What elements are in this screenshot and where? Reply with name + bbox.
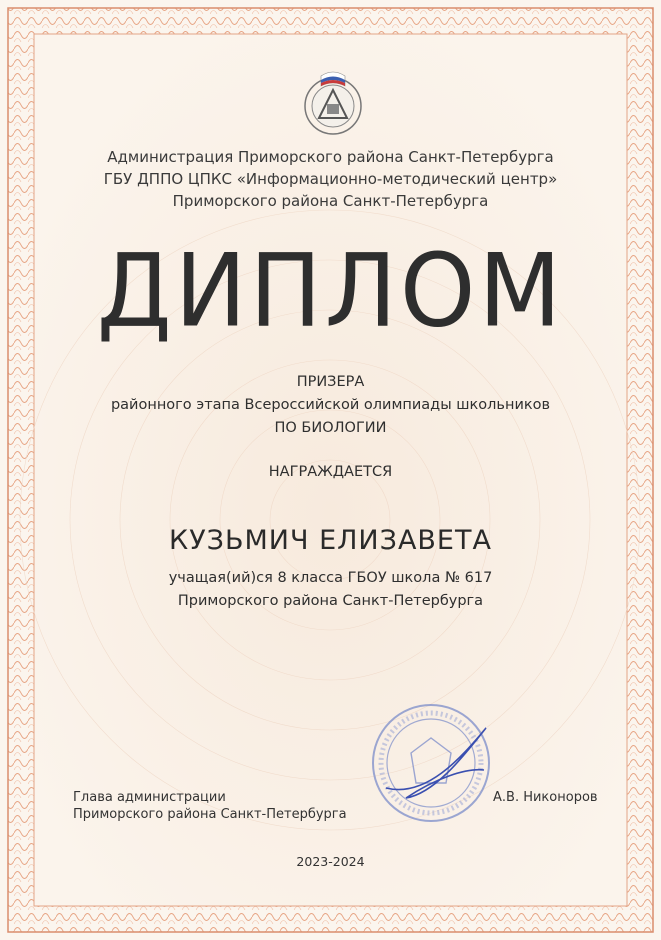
- diploma-title: ДИПЛОМ: [96, 232, 565, 350]
- official-stamp-icon: [366, 698, 496, 828]
- award-rank: ПРИЗЕРА: [296, 374, 365, 390]
- recipient-school: учащая(ий)ся 8 класса ГБОУ школа № 617: [168, 570, 493, 586]
- recipient-district: Приморского района Санкт-Петербурга: [177, 593, 484, 609]
- signatory-name: А.В. Никоноров: [493, 790, 598, 805]
- olympiad-emblem-icon: [291, 66, 375, 138]
- organization-line-3: Приморского района Санкт-Петербурга: [172, 192, 489, 210]
- organization-line-1: Администрация Приморского района Санкт-Петербурга: [107, 148, 554, 166]
- award-event: районного этапа Всероссийской олимпиады школьников: [110, 397, 551, 413]
- signatory-role-1: Глава администрации: [73, 790, 226, 805]
- awarded-label: НАГРАЖДАЕТСЯ: [268, 464, 393, 480]
- signatory-role-2: Приморского района Санкт-Петербурга: [73, 807, 347, 822]
- award-subject: ПО БИОЛОГИИ: [274, 420, 387, 436]
- academic-year: 2023-2024: [296, 854, 365, 869]
- organization-line-2: ГБУ ДППО ЦПКС «Информационно-методический центр»: [103, 170, 558, 188]
- recipient-name: КУЗЬМИЧ ЕЛИЗАВЕТА: [169, 525, 492, 556]
